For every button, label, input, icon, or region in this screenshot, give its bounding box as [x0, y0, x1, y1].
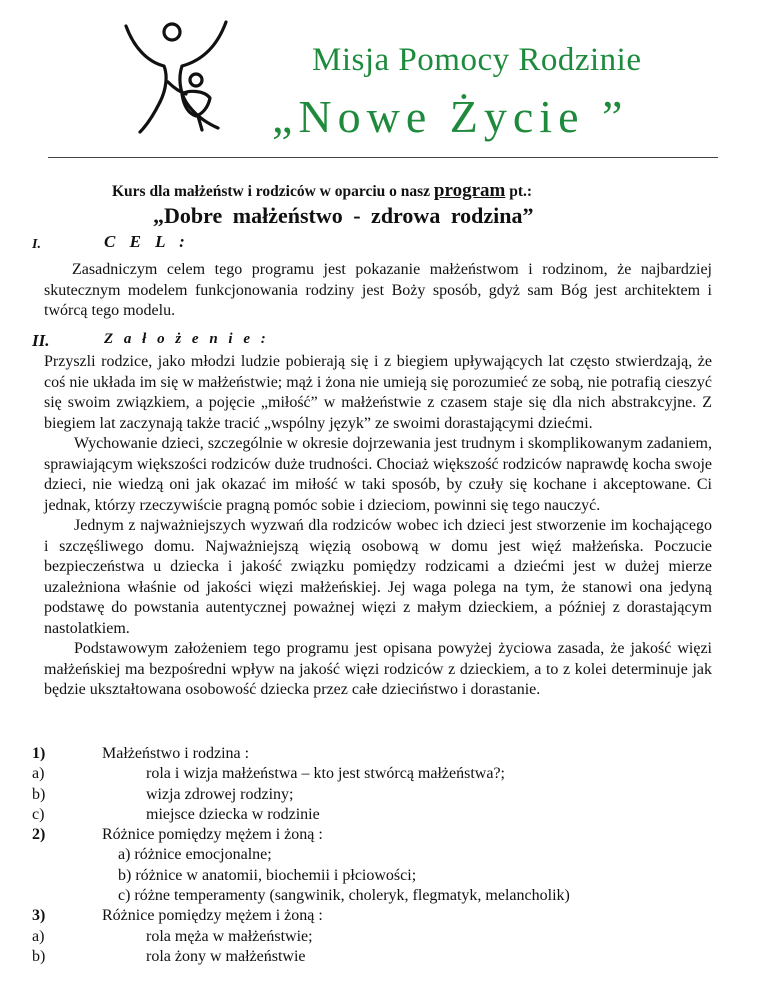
outline-item [32, 744, 722, 764]
outline-marker: a) [32, 927, 45, 945]
outline-item [32, 825, 722, 845]
course-title: „Dobre małżeństwo - zdrowa rodzina” [153, 203, 534, 228]
section-1-heading: C E L : [104, 232, 190, 251]
program-outline [32, 744, 722, 967]
outline-item [32, 947, 722, 967]
outline-text: Różnice pomiędzy mężem i żoną : [102, 826, 323, 844]
outline-text: miejsce dziecka w rodzinie [146, 805, 320, 823]
outline-marker: 1) [32, 745, 46, 762]
outline-text: c) różne temperamenty (sangwinik, choleryk, flegmatyk, melancholik) [118, 887, 570, 905]
program-word: program [433, 180, 506, 201]
outline-marker: b) [32, 947, 46, 965]
outline-item [32, 845, 722, 865]
outline-item [32, 927, 722, 947]
outline-text: rola męża w małżeństwie; [146, 927, 313, 945]
section-2-body [44, 352, 712, 701]
outline-marker: 2) [32, 826, 46, 844]
outline-marker: c) [32, 805, 45, 823]
section-2-paragraph: Wychowanie dzieci, szczególnie w okresie dojrzewania jest trudnym i skomplikowanym zadaniem, sprawiającym większości rodziców duże trudności. Chociaż większość rodziców naprawdę kocha swoje dzieci, nie wiedzą oni jak okazać im miłość w taki sposób, by czuły się kochane i akceptowane. Ci jednak, którzy rzeczywiście pragną pomóc sobie i dzieciom, powinni się tego nauczyć. [44, 435, 712, 514]
section-1-paragraph: Zasadniczym celem tego programu jest pokazanie małżeństwom i rodzinom, że najbardziej skutecznym modelem funkcjonowania rodziny jest Boży sposób, gdyż sam Bóg jest architektem i twórcą tego modelu. [44, 261, 712, 319]
organization-subtitle: „Nowe Życie ” [272, 91, 629, 142]
section-2-paragraph: Przyszli rodzice, jako młodzi ludzie pobierają się i z biegiem upływających lat często stwierdzają, że coś nie układa im się w małżeństwie; mąż i żona nie umieją się porozumieć ze sobą, nie potrafią cieszyć się swoim związkiem, a pojęcie „miłość” w małżeństwie z czasem staje się dla nich abstrakcyjne. Z biegiem lat zaczynają także tracić „wspólny język” ze swoimi dorastającymi dziećmi. [44, 353, 712, 432]
outline-item [32, 764, 722, 784]
outline-item [32, 866, 722, 886]
course-intro: Kurs dla małżeństw i rodziców w oparciu o nasz [112, 183, 434, 200]
section-1-numeral: I. [32, 237, 41, 252]
outline-text: Małżeństwo i rodzina : [102, 745, 250, 762]
outline-marker: a) [32, 765, 45, 783]
outline-marker: 3) [32, 907, 46, 925]
organization-name: Misja Pomocy Rodzinie [312, 42, 642, 78]
outline-text: wizja zdrowej rodziny; [146, 785, 294, 803]
outline-text: rola żony w małżeństwie [146, 947, 306, 965]
outline-text: Różnice pomiędzy mężem i żoną : [102, 907, 323, 925]
course-suffix: pt.: [505, 183, 533, 200]
outline-text: a) różnice emocjonalne; [118, 846, 272, 864]
section-2-numeral: II. [32, 331, 50, 350]
outline-item [32, 805, 722, 825]
outline-marker: b) [32, 785, 46, 803]
section-1-body [44, 260, 712, 322]
outline-text: b) różnice w anatomii, biochemii i płciowości; [118, 866, 417, 884]
header-divider [48, 157, 718, 158]
course-line [112, 180, 532, 202]
section-2-heading: Z a ł o ż e n i e : [104, 331, 270, 347]
outline-item [32, 906, 722, 926]
family-embrace-logo-icon [108, 18, 238, 136]
outline-text: rola i wizja małżeństwa – kto jest stwórcą małżeństwa?; [146, 765, 505, 783]
section-2-paragraph: Jednym z najważniejszych wyzwań dla rodziców wobec ich dzieci jest stworzenie im kochającego i szczęśliwego domu. Najważniejszą więzią osobową w domu jest więź małżeńska. Poczucie bezpieczeństwa u dziecka i jakość związku pomiędzy rodzicami a dziećmi jest w dużej mierze uzależniona właśnie od jakości więzi małżeńskiej. Jej waga polega na tym, że stanowi ona jedyną podstawę do powstania autentycznej poważnej więzi z małym dzieckiem, a później z dorastającym nastolatkiem. [44, 517, 712, 637]
outline-item [32, 785, 722, 805]
section-2-paragraph: Podstawowym założeniem tego programu jest opisana powyżej życiowa zasada, że jakość więzi małżeńskiej ma bezpośredni wpływ na jakość więzi rodziców z dzieckiem, a to z kolei determinuje jak będzie ukształtowana osobowość dziecka przez całe dzieciństwo i dorastanie. [44, 640, 712, 698]
outline-item [32, 886, 722, 906]
